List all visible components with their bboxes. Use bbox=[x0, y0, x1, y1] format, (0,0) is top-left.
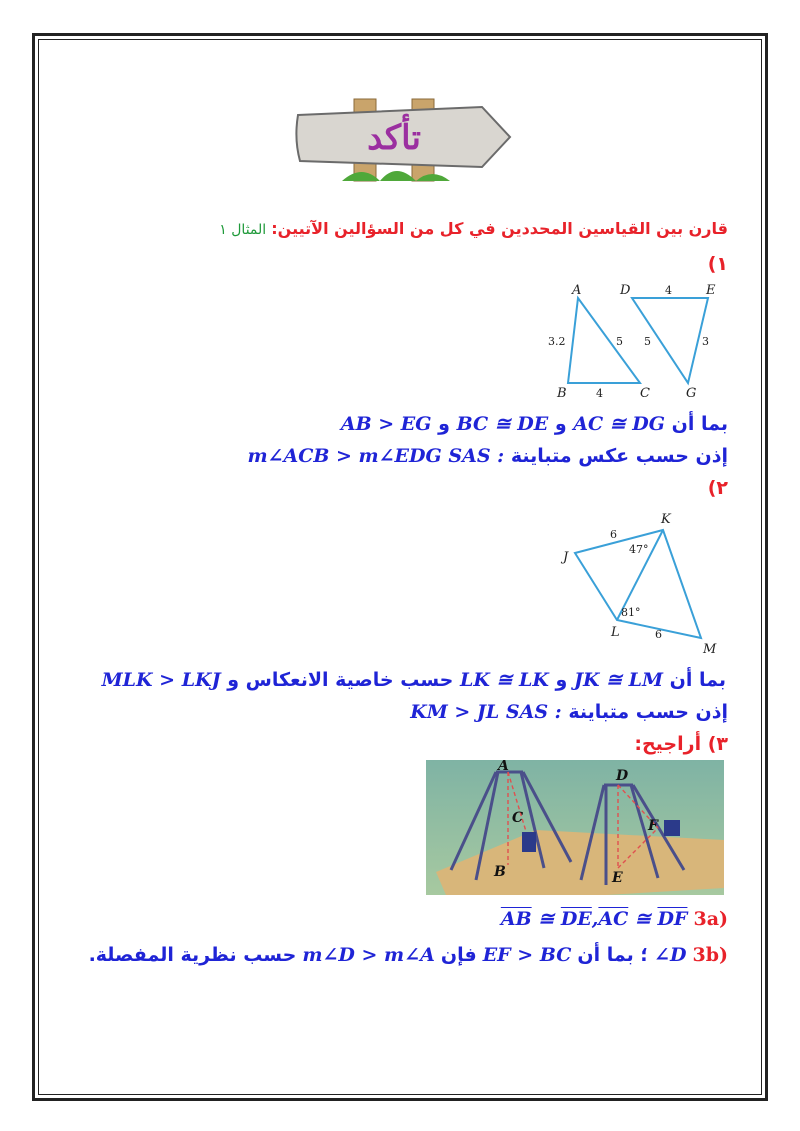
svg-text:B: B bbox=[557, 386, 567, 401]
svg-text:A: A bbox=[572, 283, 582, 298]
question-3b-line: (3b ∠D ؛ بما أن EF > BC فإن m∠D > m∠A حسب نظرية المفصلة. bbox=[88, 944, 728, 966]
svg-text:47°: 47° bbox=[629, 543, 649, 556]
question-3-title: ٣) أراجيح: bbox=[634, 733, 728, 755]
signpost-graphic bbox=[292, 97, 514, 183]
confirm-signpost-logo bbox=[292, 97, 514, 183]
question-2-quadrilateral bbox=[555, 508, 745, 658]
svg-text:5: 5 bbox=[644, 335, 651, 348]
svg-text:3.2: 3.2 bbox=[548, 335, 566, 348]
instruction-text: قارن بين القياسين المحددين في كل من السؤالين الآتيين: bbox=[271, 219, 728, 238]
example-reference: المثال ١ bbox=[219, 222, 267, 238]
instruction-line bbox=[219, 219, 728, 238]
question-1-number: ١) bbox=[707, 253, 728, 275]
question-2-line-1: بما أن JK ≅ LM و LK ≅ LK حسب خاصية الانعكاس و MLK > LKJ bbox=[101, 669, 726, 691]
svg-text:F: F bbox=[648, 818, 658, 834]
svg-text:L: L bbox=[611, 625, 620, 640]
logo-text: تأكد bbox=[367, 118, 421, 158]
svg-text:4: 4 bbox=[596, 387, 603, 400]
svg-text:E: E bbox=[612, 870, 623, 886]
svg-text:4: 4 bbox=[665, 284, 672, 297]
svg-text:K: K bbox=[661, 512, 671, 527]
svg-text:D: D bbox=[616, 768, 629, 784]
quadrilateral-figure bbox=[555, 508, 745, 658]
triangles-figure bbox=[540, 280, 730, 405]
svg-text:J: J bbox=[563, 550, 569, 565]
svg-text:C: C bbox=[512, 810, 524, 826]
svg-text:6: 6 bbox=[610, 528, 617, 541]
svg-text:E: E bbox=[706, 283, 716, 298]
svg-text:A: A bbox=[498, 760, 509, 774]
question-3a-line: (3a $\overline{AB}$ ≅ $\overline{DE},\overline{AC}$ ≅ $\overline{DF}$ bbox=[500, 908, 728, 930]
svg-text:B: B bbox=[494, 864, 506, 880]
question-1-line-2: إذن حسب عكس متباينة SAS : m∠ACB > m∠EDG bbox=[247, 445, 728, 467]
question-2-line-2: إذن حسب متباينة SAS : KM > JL bbox=[410, 701, 728, 723]
svg-text:81°: 81° bbox=[621, 606, 641, 619]
question-2-number: ٢) bbox=[707, 477, 728, 499]
swings-illustration bbox=[426, 760, 724, 895]
swings-photo bbox=[426, 760, 724, 895]
svg-text:C: C bbox=[640, 386, 650, 401]
svg-text:D: D bbox=[620, 283, 631, 298]
svg-text:6: 6 bbox=[655, 628, 662, 641]
svg-text:3: 3 bbox=[702, 335, 709, 348]
question-1-line-1: بما أن AC ≅ DG و BC ≅ DE و AB > EG bbox=[340, 413, 728, 435]
svg-text:M: M bbox=[703, 642, 717, 657]
question-1-triangles bbox=[540, 280, 730, 405]
svg-text:G: G bbox=[686, 386, 697, 401]
svg-text:5: 5 bbox=[616, 335, 623, 348]
